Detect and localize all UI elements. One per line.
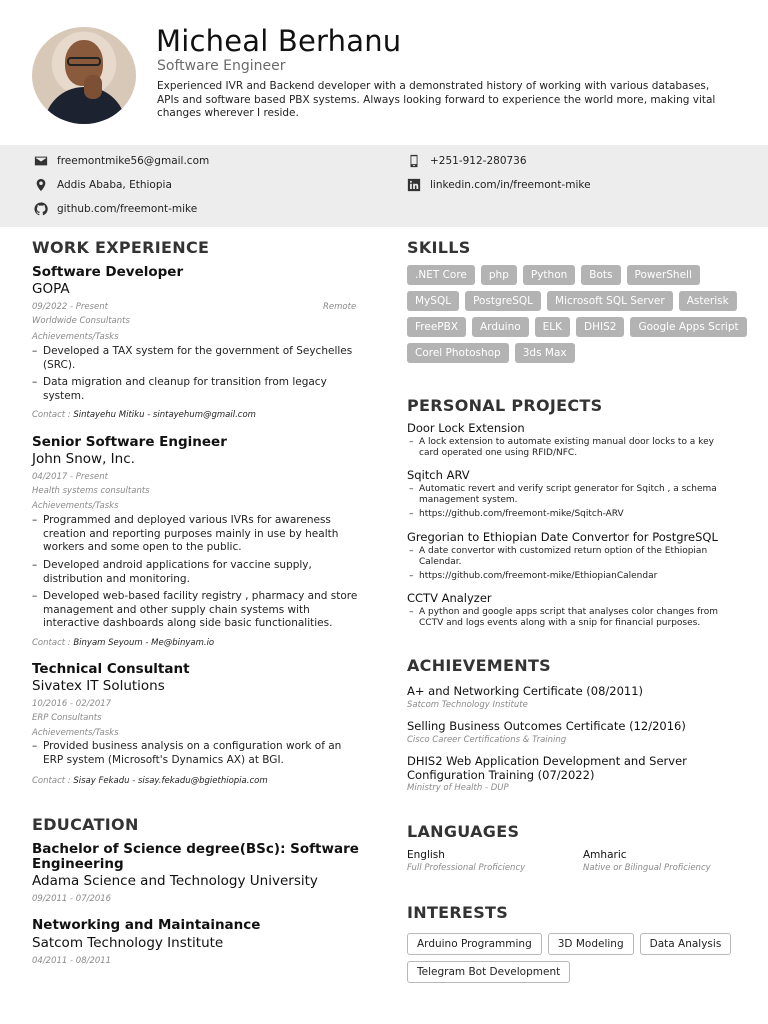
education-dates: 04/2011 - 08/2011 [32, 956, 112, 966]
achievement-issuer: Ministry of Health - DUP [407, 783, 509, 793]
work-experience-heading: WORK EXPERIENCE [32, 238, 210, 257]
language-level: Native or Bilingual Proficiency [583, 863, 711, 873]
project-title: Sqitch ARV [407, 468, 470, 482]
job-title: Software Developer [32, 264, 184, 280]
job-dates: 10/2016 - 02/2017 [32, 699, 112, 709]
education-school: Adama Science and Technology University [32, 873, 318, 889]
job-description: ERP Consultants [32, 713, 102, 723]
skill-tag: Python [523, 265, 575, 285]
linkedin-text: linkedin.com/in/freemont-mike [430, 179, 591, 191]
skill-tag: Asterisk [679, 291, 737, 311]
interests-list [407, 933, 747, 983]
skill-tag: PostgreSQL [465, 291, 541, 311]
contact-email[interactable] [34, 154, 209, 168]
education-heading: EDUCATION [32, 815, 139, 834]
github-text: github.com/freemont-mike [57, 203, 198, 215]
job-location: Remote [323, 302, 357, 312]
job-reference [32, 638, 214, 648]
linkedin-icon [407, 178, 421, 192]
reference-label: Contact : [32, 776, 74, 786]
skill-tag: Corel Photoshop [407, 343, 509, 363]
skill-tag: Bots [581, 265, 620, 285]
reference-label: Contact : [32, 638, 74, 648]
achievement-title: A+ and Networking Certificate (08/2011) [407, 684, 644, 698]
job-bullet: – Data migration and cleanup for transition from legacy system. [43, 376, 363, 403]
job-company: John Snow, Inc. [32, 451, 135, 467]
project-title: Gregorian to Ethiopian Date Convertor for PostgreSQL [407, 530, 718, 544]
project-link[interactable]: – https://github.com/freemont-mike/EthiopianCalendar [419, 571, 734, 582]
skill-tag: php [481, 265, 517, 285]
tasks-label: Achievements/Tasks [32, 332, 119, 342]
education-dates: 09/2011 - 07/2016 [32, 894, 112, 904]
skills-list [407, 265, 747, 363]
job-reference [32, 410, 256, 420]
education-degree: Networking and Maintainance [32, 917, 261, 933]
interest-tag: Arduino Programming [407, 933, 542, 955]
project-link[interactable]: – https://github.com/freemont-mike/Sqitch-ARV [419, 509, 734, 520]
achievements-heading: ACHIEVEMENTS [407, 656, 551, 675]
education-school: Satcom Technology Institute [32, 935, 224, 951]
interests-heading: INTERESTS [407, 903, 509, 922]
projects-heading: PERSONAL PROJECTS [407, 396, 603, 415]
location-text: Addis Ababa, Ethiopia [57, 179, 172, 191]
resume-header [0, 0, 768, 145]
education-degree: Bachelor of Science degree(BSc): Software Engineering [32, 841, 359, 872]
skill-tag: Arduino [472, 317, 529, 337]
phone-text: +251-912-280736 [430, 155, 527, 167]
project-bullet: – A lock extension to automate existing manual door locks to a key card operated one using RFID/NFC. [419, 437, 734, 459]
interest-tag: Data Analysis [640, 933, 732, 955]
contact-location [34, 178, 172, 192]
job-title: Senior Software Engineer [32, 434, 227, 450]
language-name: Amharic [583, 849, 627, 861]
contact-github[interactable] [34, 202, 197, 216]
skill-tag: .NET Core [407, 265, 475, 285]
achievement-title: DHIS2 Web Application Development and Server Configuration Training (07/2022) [407, 754, 687, 782]
skill-tag: DHIS2 [576, 317, 624, 337]
contact-linkedin[interactable] [407, 178, 591, 192]
project-bullet: – Automatic revert and verify script generator for Sqitch , a schema management system. [419, 484, 734, 506]
skill-tag: PowerShell [627, 265, 700, 285]
person-name: Micheal Berhanu [156, 24, 402, 58]
skill-tag: Google Apps Script [630, 317, 746, 337]
profile-photo [32, 27, 136, 124]
skill-tag: FreePBX [407, 317, 466, 337]
phone-icon [407, 154, 421, 168]
envelope-icon [34, 154, 48, 168]
reference-text: Sintayehu Mitiku - sintayehum@gmail.com [73, 410, 256, 420]
project-bullet: – A python and google apps script that analyses color changes from CCTV and logs events along with a snip for financial purposes. [419, 607, 734, 629]
language-level: Full Professional Proficiency [407, 863, 526, 873]
language-name: English [407, 849, 445, 861]
skill-tag: ELK [535, 317, 570, 337]
skill-tag: Microsoft SQL Server [547, 291, 673, 311]
job-description: Health systems consultants [32, 486, 150, 496]
job-bullet: – Programmed and deployed various IVRs for awareness creation and reporting purposes mainly in use by health workers and some open to the public. [43, 514, 363, 555]
job-company: GOPA [32, 281, 70, 297]
reference-text: Binyam Seyoum - Me@binyam.io [73, 638, 215, 648]
achievement-issuer: Cisco Career Certifications & Training [407, 735, 567, 745]
languages-heading: LANGUAGES [407, 822, 520, 841]
job-company: Sivatex IT Solutions [32, 678, 165, 694]
github-icon [34, 202, 48, 216]
contact-band [0, 145, 768, 227]
project-title: CCTV Analyzer [407, 591, 492, 605]
job-dates: 04/2017 - Present [32, 472, 109, 482]
job-bullet: – Developed a TAX system for the government of Seychelles (SRC). [43, 345, 363, 372]
email-text: freemontmike56@gmail.com [57, 155, 210, 167]
job-bullet: – Provided business analysis on a configuration work of an ERP system (Microsoft's Dynamics AX) at BGI. [43, 740, 363, 767]
job-description: Worldwide Consultants [32, 316, 130, 326]
project-bullet: – A date convertor with customized return option of the Ethiopian Calendar. [419, 546, 734, 568]
location-pin-icon [34, 178, 48, 192]
skill-tag: 3ds Max [515, 343, 575, 363]
interest-tag: Telegram Bot Development [407, 961, 570, 983]
job-dates: 09/2022 - Present [32, 302, 109, 312]
job-bullet: – Developed android applications for vaccine supply, distribution and monitoring. [43, 559, 363, 586]
interest-tag: 3D Modeling [548, 933, 634, 955]
skill-tag: MySQL [407, 291, 459, 311]
achievement-title: Selling Business Outcomes Certificate (12/2016) [407, 719, 686, 733]
reference-text: Sisay Fekadu - sisay.fekadu@bgiethiopia.com [73, 776, 268, 786]
job-role: Software Engineer [157, 58, 286, 74]
reference-label: Contact : [32, 410, 74, 420]
project-title: Door Lock Extension [407, 421, 525, 435]
achievement-issuer: Satcom Technology Institute [407, 700, 528, 710]
contact-phone[interactable] [407, 154, 527, 168]
tasks-label: Achievements/Tasks [32, 501, 119, 511]
tasks-label: Achievements/Tasks [32, 728, 119, 738]
profile-summary: Experienced IVR and Backend developer with a demonstrated history of working with various databases, APIs and software based PBX systems. Always looking forward to experience the world more, making vital changes wherever I reside. [157, 80, 716, 119]
skills-heading: SKILLS [407, 238, 471, 257]
job-bullet: – Developed web-based facility registry , pharmacy and store management and other supply chain systems with interactive dashboards along side basic functionalities. [43, 590, 363, 631]
job-title: Technical Consultant [32, 661, 190, 677]
job-reference [32, 776, 268, 786]
